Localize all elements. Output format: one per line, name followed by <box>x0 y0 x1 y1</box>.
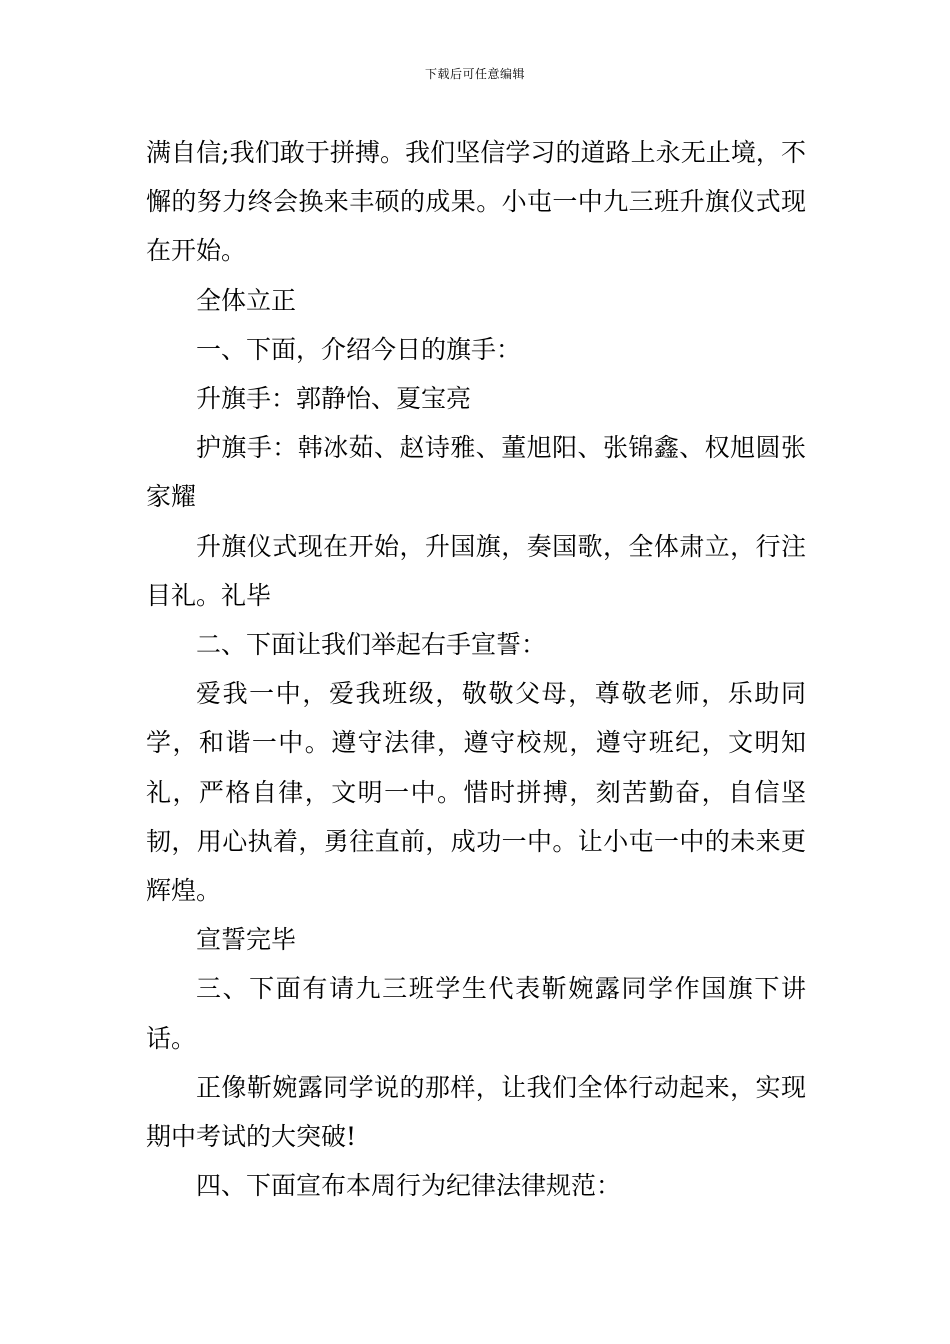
paragraph-6: 升旗仪式现在开始，升国旗，奏国歌，全体肃立，行注目礼。礼毕 <box>146 531 806 610</box>
paragraph-12: 四、下面宣布本周行为纪律法律规范： <box>196 1171 622 1201</box>
paragraph-7: 二、下面让我们举起右手宣誓： <box>196 630 547 660</box>
paragraph-3: 一、下面，介绍今日的旗手： <box>196 334 522 364</box>
paragraph-11: 正像靳婉露同学说的那样，让我们全体行动起来，实现期中考试的大突破! <box>146 1072 806 1152</box>
paragraph-5: 护旗手：韩冰茹、赵诗雅、董旭阳、张锦鑫、权旭圆张家耀 <box>146 433 806 512</box>
document-body <box>146 128 806 1210</box>
page-header: 下载后可任意编辑 <box>424 67 525 81</box>
paragraph-10: 三、下面有请九三班学生代表靳婉露同学作国旗下讲话。 <box>146 974 806 1053</box>
paragraph-1: 满自信;我们敢于拼搏。我们坚信学习的道路上永无止境，不懈的努力终会换来丰硕的成果。小屯一中九三班升旗仪式现在开始。 <box>146 138 806 266</box>
paragraph-4: 升旗手：郭静怡、夏宝亮 <box>196 384 472 414</box>
paragraph-2: 全体立正 <box>196 285 297 315</box>
paragraph-8: 爱我一中，爱我班级，敬敬父母，尊敬老师，乐助同学，和谐一中。遵守法律，遵守校规，遵守班纪，文明知礼，严格自律，文明一中。惜时拼搏，刻苦勤奋，自信坚韧，用心执着，勇往直前，成功一中。让小屯一中的未来更辉煌。 <box>146 679 806 906</box>
paragraph-9: 宣誓完毕 <box>196 925 297 955</box>
